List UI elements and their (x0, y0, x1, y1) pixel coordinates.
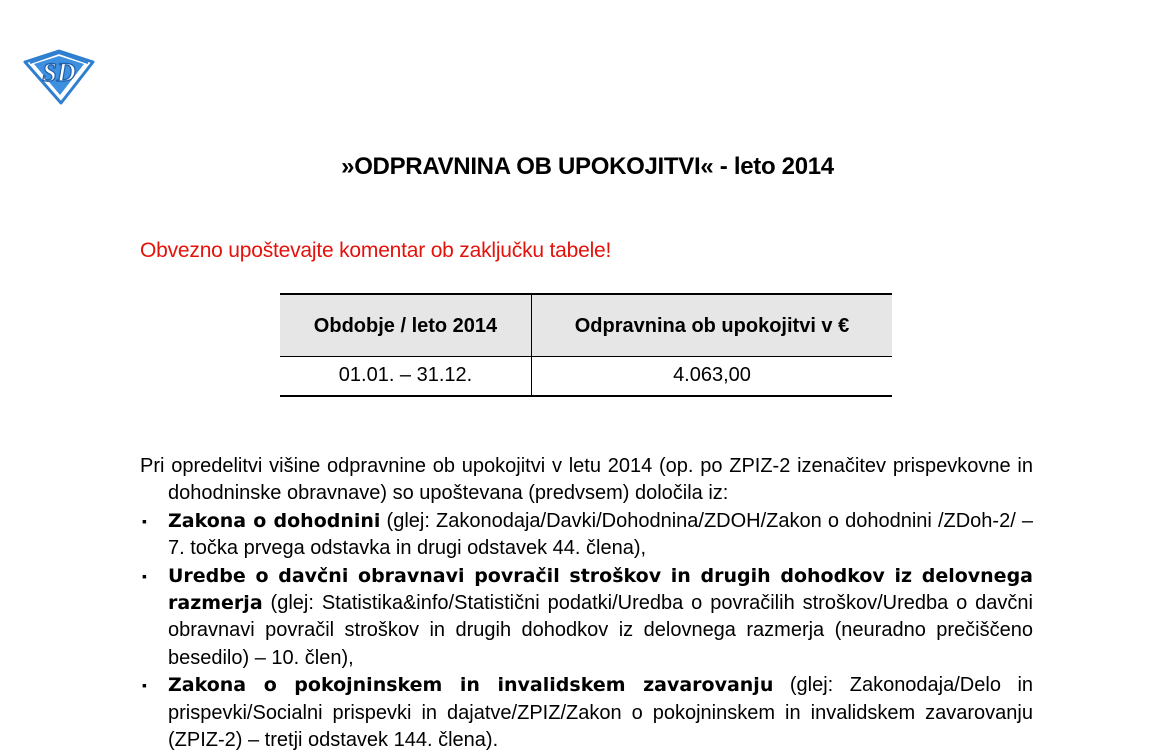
sd-shield-logo-icon (22, 48, 96, 106)
notice-text: Obvezno upoštevajte komentar ob zaključku tabele! (140, 239, 612, 262)
severance-table (280, 293, 892, 397)
bullet-icon: ▪ (142, 677, 147, 694)
law-name: Zakona o dohodnini (168, 509, 381, 532)
list-item (140, 508, 1033, 563)
list-item (140, 563, 1033, 673)
document-title: »ODPRAVNINA OB UPOKOJITVI« - leto 2014 (341, 153, 834, 180)
law-name: Uredbe o davčni obravnavi povračil stroškov in drugih dohodkov iz delovnega razmerja (168, 564, 1033, 615)
logo-lettering: SD (42, 58, 76, 87)
document-body (140, 453, 1033, 754)
table-header-row (280, 294, 892, 356)
company-logo (22, 48, 96, 106)
law-detail: (glej: Statistika&info/Statistični podatki/Uredba o povračilih stroškov/Uredba o davčni obravnavi povračil stroškov in drugih dohodkov iz delovnega razmerja (neuradno prečiščeno besedilo) – 10. člen), (168, 592, 1033, 669)
law-detail: (glej: Zakonodaja/Delo in prispevki/Socialni prispevki in dajatve/ZPIZ/Zakon o pokojninskem in invalidskem zavarovanju (ZPIZ-2) – tretji odstavek 144. člena). (168, 674, 1034, 752)
intro-paragraph: Pri opredelitvi višine odpravnine ob upokojitvi v letu 2014 (op. po ZPIZ-2 izenačitev prispevkovne in dohodninske obravnave) so upoštevana (predvsem) določila iz: (140, 455, 1033, 505)
law-name: Zakona o pokojninskem in invalidskem zavarovanju (168, 674, 774, 697)
list-item (140, 672, 1033, 754)
table-row (280, 356, 892, 396)
cell-amount: 4.063,00 (673, 364, 751, 387)
law-list (140, 508, 1033, 754)
bullet-icon: ▪ (142, 567, 147, 584)
bullet-icon: ▪ (142, 512, 147, 529)
cell-period: 01.01. – 31.12. (280, 356, 532, 396)
header-period: Obdobje / leto 2014 (280, 294, 532, 356)
header-amount: Odpravnina ob upokojitvi v € (574, 314, 850, 337)
law-detail: (glej: Zakonodaja/Davki/Dohodnina/ZDOH/Zakon o dohodnini /ZDoh-2/ – 7. točka prvega odstavka in drugi odstavek 44. člena), (168, 509, 1033, 560)
